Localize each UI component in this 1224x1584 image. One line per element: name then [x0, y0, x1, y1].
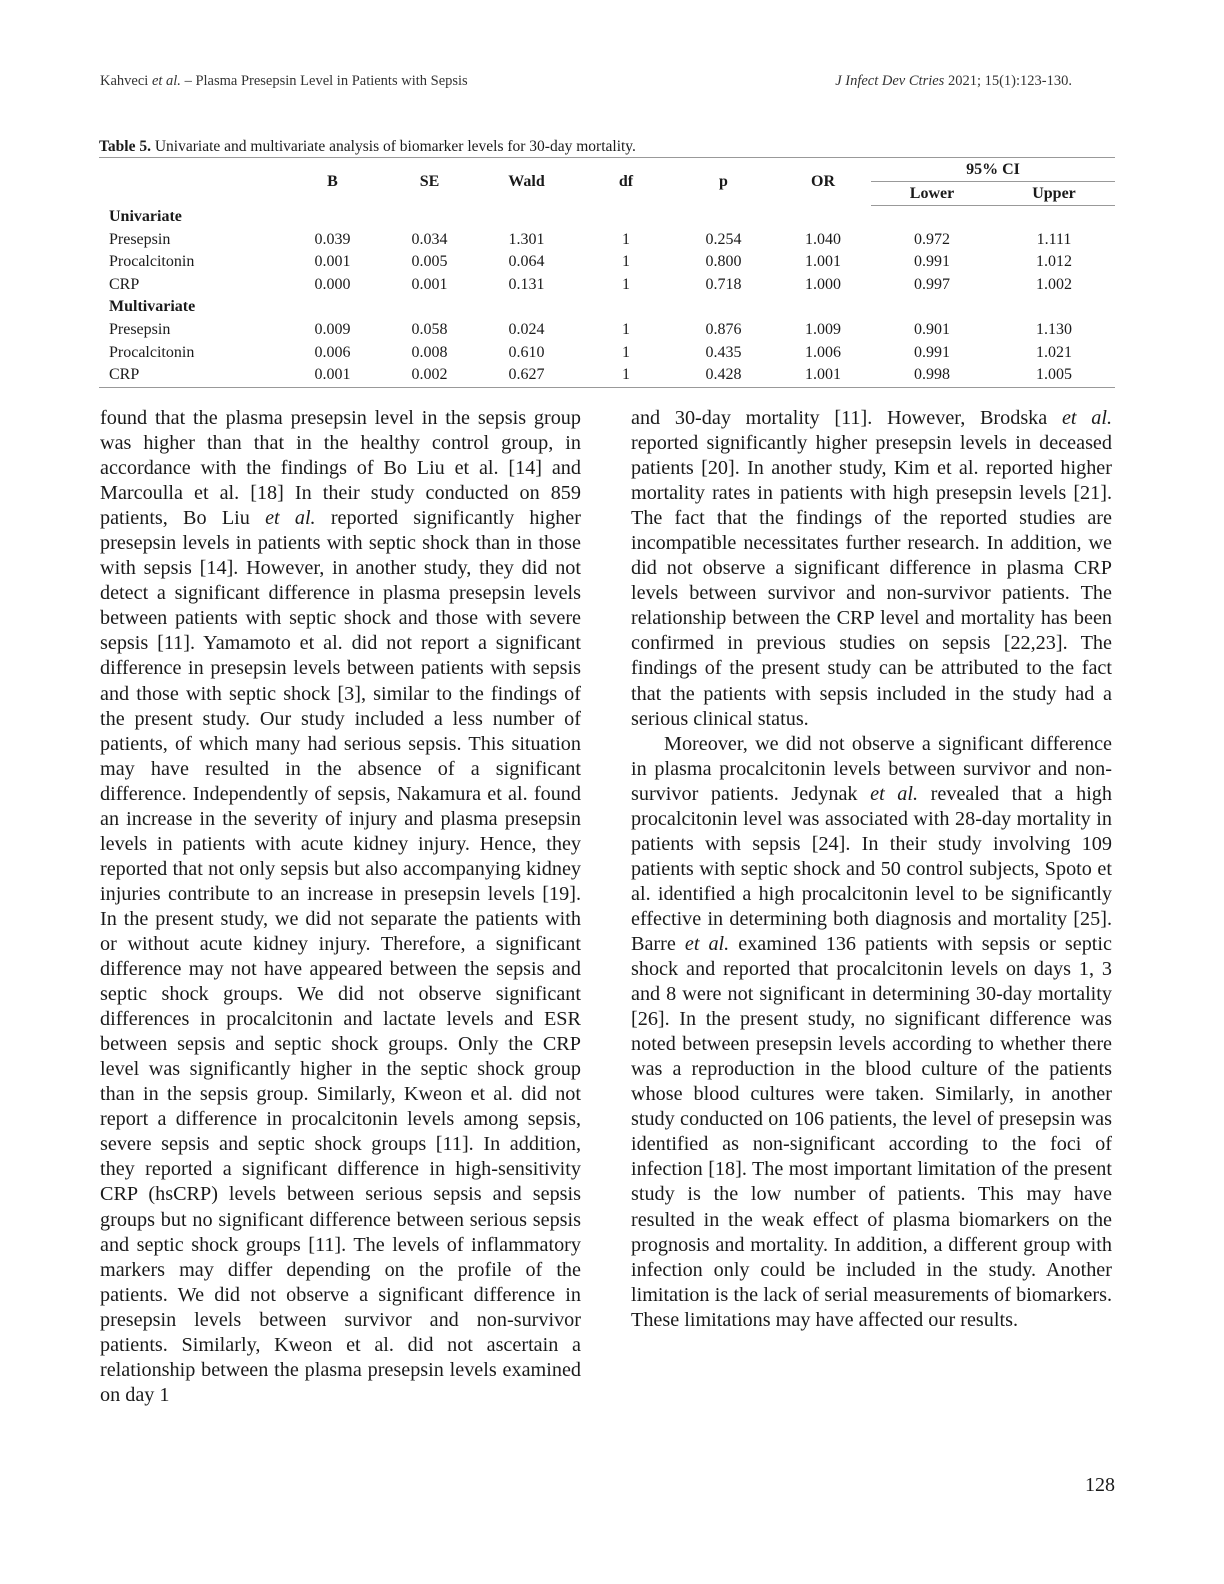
table-cell: 0.034 [411, 230, 448, 248]
body-paragraph: Moreover, we did not observe a significant difference in plasma procalcitonin levels between survivor and non-survivor patients. Jedynak et al. revealed that a high procalcitonin level was associated with 28-day mortality in patients with sepsis [24]. In their study involving 109 patients with septic shock and 50 control subjects, Spoto et al. identified a high procalcitonin level to be significantly effective in determining both diagnosis and mortality [25]. Barre et al. examined 136 patients with sepsis or septic shock and reported that procalcitonin levels on days 1, 3 and 8 were not significant in determining 30-day mortality [26]. In the present study, no significant difference was noted between presepsin levels according to whether there was a reproduction in the blood culture of the patients whose blood cultures were taken. Similarly, in another study conducted on 106 patients, the level of presepsin was identified as non-significant according to the foci of infection [18]. The most important limitation of the present study is the low number of patients. This may have resulted in the weak effect of plasma biomarkers on the prognosis and mortality. In addition, a different group with infection only could be included in the study. Another limitation is the lack of serial measurements of biomarkers. These limitations may have affected our results. [631, 732, 1112, 1331]
table-cell: 0.000 [314, 275, 351, 293]
table-cell: 1 [622, 230, 630, 248]
table-cell: 0.002 [411, 366, 448, 384]
col-header-b: B [327, 173, 338, 191]
table-cell: 1.006 [805, 343, 841, 361]
table-cell: 0.009 [314, 320, 351, 338]
table-row [99, 342, 1115, 365]
col-header-or: OR [811, 173, 835, 191]
table-cell: 0.001 [411, 275, 448, 293]
table-cell: 0.901 [914, 320, 950, 338]
col-header-wald: Wald [508, 173, 545, 191]
table-cell: 0.800 [705, 253, 742, 271]
table-cell: 1.301 [508, 230, 545, 248]
table-cell: 0.039 [314, 230, 351, 248]
table-cell: 0.998 [914, 366, 950, 384]
section-title: Univariate [109, 208, 182, 225]
table-cell: 1 [622, 343, 630, 361]
table-cell: 1 [622, 366, 630, 384]
row-label: CRP [109, 275, 140, 293]
table-cell: 0.876 [705, 320, 742, 338]
col-header-df: df [618, 173, 634, 191]
table-cell: 1.021 [1036, 343, 1072, 361]
table-cell: 0.972 [914, 230, 950, 248]
table-row [99, 229, 1115, 252]
results-table [99, 157, 1115, 388]
table-cell: 1.005 [1036, 366, 1072, 384]
table-cell: 1.130 [1036, 320, 1072, 338]
table-cell: 1.001 [805, 253, 841, 271]
table-cell: 0.001 [314, 366, 351, 384]
table-5 [99, 137, 1115, 388]
body-column-right [631, 406, 1112, 1333]
table-row [99, 364, 1115, 387]
table-cell: 0.254 [705, 230, 742, 248]
table-cell: 0.131 [508, 275, 545, 293]
table-cell: 0.610 [508, 343, 545, 361]
col-header-lower: Lower [871, 182, 993, 206]
table-cell: 1.000 [805, 275, 841, 293]
page-number: 128 [1085, 1474, 1115, 1496]
table-cell: 0.718 [705, 275, 742, 293]
col-header-p: p [719, 173, 728, 191]
table-cell: 0.064 [508, 253, 545, 271]
col-header-se: SE [419, 173, 440, 191]
table-body [99, 206, 1115, 388]
section-title: Multivariate [109, 298, 196, 316]
table-cell: 1.040 [805, 230, 841, 248]
table-cell: 1 [622, 275, 630, 293]
table-cell: 0.428 [705, 366, 742, 384]
table-row [99, 274, 1115, 297]
header-authors-title: Kahveci et al. – Plasma Presepsin Level in Patients with Sepsis [100, 73, 468, 89]
table-row [99, 251, 1115, 274]
table-cell: 0.991 [914, 253, 950, 271]
table-cell: 0.435 [705, 343, 742, 361]
table-cell: 1.111 [1036, 230, 1072, 248]
row-label: Presepsin [109, 320, 171, 338]
table-row [99, 319, 1115, 342]
row-label: CRP [109, 366, 140, 384]
header-journal-citation: J Infect Dev Ctries 2021; 15(1):123-130. [835, 73, 1072, 89]
header-empty [99, 158, 279, 206]
row-label: Procalcitonin [109, 343, 195, 361]
table-cell: 0.008 [411, 343, 448, 361]
table-cell: 1.001 [805, 366, 841, 384]
row-label: Presepsin [109, 230, 171, 248]
table-cell: 0.627 [508, 366, 545, 384]
table-cell: 0.058 [411, 320, 448, 338]
table-section-row [99, 206, 1115, 229]
body-paragraph: found that the plasma presepsin level in the sepsis group was higher than that in the healthy control group, in accordance with the findings of Bo Liu et al. [14] and Marcoulla et al. [18] In their study conducted on 859 patients, Bo Liu et al. reported significantly higher presepsin levels in patients with septic shock than in those with sepsis [14]. However, in another study, they did not detect a significant difference in plasma presepsin levels between patients with septic shock and those with severe sepsis [11]. Yamamoto et al. did not report a significant difference in presepsin levels between patients with sepsis and those with septic shock [3], similar to the findings of the present study. Our study included a less number of patients, of which many had serious sepsis. This situation may have resulted in the absence of a significant difference. Independently of sepsis, Nakamura et al. found an increase in the severity of injury and plasma presepsin levels in patients with acute kidney injury. Hence, they reported that not only sepsis but also accompanying kidney injuries contribute to an increase in presepsin levels [19]. In the present study, we did not separate the patients with or without acute kidney injury. Therefore, a significant difference may not have appeared between the sepsis and septic shock groups. We did not observe significant differences in procalcitonin and lactate levels and ESR between sepsis and septic shock groups. Only the CRP level was significantly higher in the septic shock group than in the sepsis group. Similarly, Kweon et al. did not report a difference in procalcitonin levels among sepsis, severe sepsis and septic shock groups [11]. In addition, they reported a significant difference in high-sensitivity CRP (hsCRP) levels between serious sepsis and sepsis groups but no significant difference between serious sepsis and septic shock groups [11]. The levels of inflammatory markers may differ depending on the profile of the patients. We did not observe a significant difference in presepsin levels between survivor and non-survivor patients. Similarly, Kweon et al. did not ascertain a relationship between the plasma presepsin levels examined on day 1 [100, 407, 581, 1406]
table-cell: 0.005 [411, 253, 448, 271]
table-cell: 0.006 [314, 343, 351, 361]
running-header [100, 71, 1072, 91]
table-section-row [99, 296, 1115, 319]
table-cell: 1 [622, 320, 630, 338]
table-cell: 1.012 [1036, 253, 1072, 271]
table-cell: 1.009 [805, 320, 841, 338]
table-cell: 0.997 [914, 275, 950, 293]
col-header-upper: Upper [993, 182, 1115, 206]
table-cell: 0.991 [914, 343, 950, 361]
table-caption: Table 5. Univariate and multivariate analysis of biomarker levels for 30-day mortality. [99, 138, 636, 155]
table-cell: 0.024 [508, 320, 545, 338]
col-header-95ci: 95% CI [871, 158, 1115, 182]
table-cell: 1.002 [1036, 275, 1072, 293]
table-cell: 0.001 [314, 253, 351, 271]
body-paragraph: and 30-day mortality [11]. However, Brodska et al. reported significantly higher presepsin levels in deceased patients [20]. In another study, Kim et al. reported higher mortality rates in patients with high presepsin levels [21]. The fact that the findings of the reported studies are incompatible necessitates further research. In addition, we did not observe a significant difference in plasma CRP levels between survivor and non-survivor patients. The relationship between the CRP level and mortality has been confirmed in previous studies on sepsis [22,23]. The findings of the present study can be attributed to the fact that the patients with sepsis included in the study had a serious clinical status. [631, 407, 1113, 730]
table-cell: 1 [622, 253, 630, 271]
body-column-left [100, 406, 581, 1408]
row-label: Procalcitonin [109, 253, 195, 271]
